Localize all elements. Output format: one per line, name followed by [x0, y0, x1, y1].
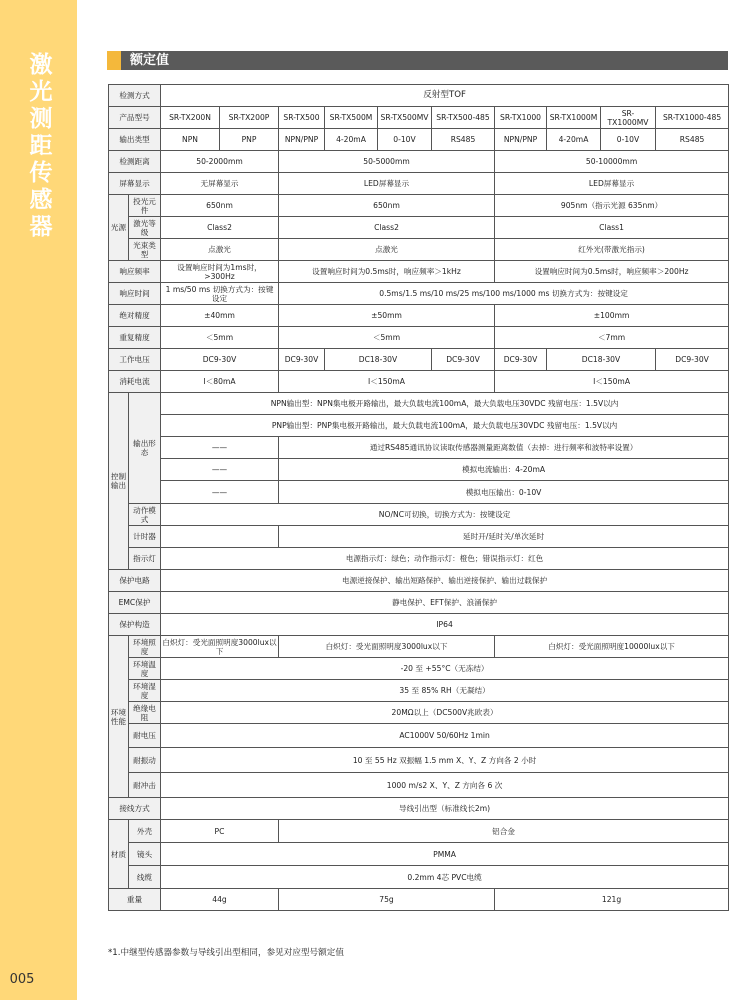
beam-cell: 点激光 — [161, 239, 279, 261]
group-label-environment: 环境性能 — [109, 636, 129, 798]
freq-cell: 设置响应时间为0.5ms时，响应频率＞1kHz — [279, 261, 495, 283]
table-row — [109, 724, 729, 748]
model-cell: SR-TX1000MV — [601, 107, 656, 129]
table-row — [109, 261, 729, 283]
distance-cell: 50-10000mm — [495, 151, 729, 173]
connection-text: 导线引出型（标准线长2m) — [161, 798, 729, 820]
action-mode-text: NO/NC可切换，切换方式为：按键设定 — [161, 504, 729, 526]
output-cell: RS485 — [656, 129, 729, 151]
screen-cell: 无屏幕显示 — [161, 173, 279, 195]
abs-cell: ±100mm — [495, 305, 729, 327]
row-label-vibration: 耐振动 — [129, 748, 161, 773]
dash-cell: —— — [161, 437, 279, 459]
case-cell: 铝合金 — [279, 820, 729, 843]
distance-cell: 50-5000mm — [279, 151, 495, 173]
model-cell: SR-TX200P — [220, 107, 279, 129]
group-label-control-output: 控制输出 — [109, 393, 129, 570]
beam-cell: 红外光(带激光指示) — [495, 239, 729, 261]
freq-cell: 设置响应时间为1ms时，>300Hz — [161, 261, 279, 283]
table-row — [109, 349, 729, 371]
table-row — [109, 459, 729, 481]
table-row — [109, 283, 729, 305]
illuminance-cell: 白炽灯：受光面照明度10000lux以下 — [495, 636, 729, 658]
row-label-ip: 保护构造 — [109, 614, 161, 636]
table-row — [109, 866, 729, 889]
shock-text: 1000 m/s2 X、Y、Z 方向各 6 次 — [161, 773, 729, 798]
row-label-model: 产品型号 — [109, 107, 161, 129]
table-row — [109, 85, 729, 107]
voltage-cell: DC9-30V — [279, 349, 325, 371]
empty-cell — [161, 526, 279, 548]
table-row — [109, 592, 729, 614]
laser-cell: Class1 — [495, 217, 729, 239]
row-label-connection: 接线方式 — [109, 798, 161, 820]
vibration-text: 10 至 55 Hz 双振幅 1.5 mm X、Y、Z 方向各 2 小时 — [161, 748, 729, 773]
row-label-current: 消耗电流 — [109, 371, 161, 393]
row-label-protection: 保护电路 — [109, 570, 161, 592]
weight-cell: 121g — [495, 889, 729, 911]
protection-text: 电源逆接保护、输出短路保护、输出逆接保护、输出过载保护 — [161, 570, 729, 592]
section-title: 额定值 — [130, 53, 170, 68]
sidebar-title-char: 距 — [29, 133, 53, 159]
sidebar-title-char: 光 — [29, 79, 53, 105]
lens-text: PMMA — [161, 843, 729, 866]
model-cell: SR-TX500 — [279, 107, 325, 129]
rep-cell: ＜7mm — [495, 327, 729, 349]
emitter-cell: 650nm — [161, 195, 279, 217]
row-label-laser-class: 激光等级 — [129, 217, 161, 239]
row-label-method: 检测方式 — [109, 85, 161, 107]
row-label-output: 输出类型 — [109, 129, 161, 151]
npn-output-text: NPN输出型：NPN集电极开路输出，最大负载电流100mA，最大负载电压30VDC 残留电压：1.5V以内 — [161, 393, 729, 415]
screen-cell: LED屏幕显示 — [495, 173, 729, 195]
sidebar-title-char: 感 — [29, 187, 53, 213]
row-label-response: 响应时间 — [109, 283, 161, 305]
table-row — [109, 526, 729, 548]
table-row — [109, 151, 729, 173]
emitter-cell: 650nm — [279, 195, 495, 217]
row-label-abs-accuracy: 绝对精度 — [109, 305, 161, 327]
output-cell: 4-20mA — [325, 129, 378, 151]
row-label-case: 外壳 — [129, 820, 161, 843]
table-row — [109, 680, 729, 702]
table-row — [109, 702, 729, 724]
row-label-freq: 响应频率 — [109, 261, 161, 283]
voltage-cell: DC18-30V — [325, 349, 432, 371]
screen-cell: LED屏幕显示 — [279, 173, 495, 195]
table-row — [109, 415, 729, 437]
table-row — [109, 327, 729, 349]
current-cell: I＜150mA — [279, 371, 495, 393]
analog-voltage-text: 模拟电压输出：0-10V — [279, 481, 729, 504]
beam-cell: 点激光 — [279, 239, 495, 261]
voltage-cell: DC9-30V — [432, 349, 495, 371]
row-label-screen: 屏幕显示 — [109, 173, 161, 195]
sidebar-band — [0, 0, 77, 1000]
model-cell: SR-TX1000-485 — [656, 107, 729, 129]
group-label-light-source: 光源 — [109, 195, 129, 261]
current-cell: I＜150mA — [495, 371, 729, 393]
row-label-illuminance: 环境照度 — [129, 636, 161, 658]
output-cell: NPN — [161, 129, 220, 151]
dash-cell: —— — [161, 481, 279, 504]
spec-table — [108, 84, 729, 911]
model-cell: SR-TX500-485 — [432, 107, 495, 129]
rep-cell: ＜5mm — [161, 327, 279, 349]
ip-text: IP64 — [161, 614, 729, 636]
table-row — [109, 773, 729, 798]
row-label-lens: 镜头 — [129, 843, 161, 866]
indicator-text: 电源指示灯：绿色；动作指示灯：橙色；错误指示灯：红色 — [161, 548, 729, 570]
timer-text: 延时开/延时关/单次延时 — [279, 526, 729, 548]
row-label-withstand-voltage: 耐电压 — [129, 724, 161, 748]
model-cell: SR-TX1000 — [495, 107, 547, 129]
row-label-repeat-accuracy: 重复精度 — [109, 327, 161, 349]
table-row — [109, 889, 729, 911]
row-label-humidity: 环境湿度 — [129, 680, 161, 702]
section-header-accent — [107, 51, 121, 70]
group-label-material: 材质 — [109, 820, 129, 889]
row-label-voltage: 工作电压 — [109, 349, 161, 371]
row-label-emc: EMC保护 — [109, 592, 161, 614]
freq-cell: 设置响应时间为0.5ms时，响应频率＞200Hz — [495, 261, 729, 283]
response-cell: 0.5ms/1.5 ms/10 ms/25 ms/100 ms/1000 ms 切换方式为：按键设定 — [279, 283, 729, 305]
table-row — [109, 658, 729, 680]
laser-cell: Class2 — [279, 217, 495, 239]
voltage-cell: DC9-30V — [656, 349, 729, 371]
table-row — [109, 798, 729, 820]
row-label-timer: 计时器 — [129, 526, 161, 548]
voltage-cell: DC9-30V — [161, 349, 279, 371]
weight-cell: 75g — [279, 889, 495, 911]
distance-cell: 50-2000mm — [161, 151, 279, 173]
withstand-voltage-text: AC1000V 50/60Hz 1min — [161, 724, 729, 748]
sidebar-title-char: 测 — [29, 106, 53, 132]
table-row — [109, 371, 729, 393]
row-label-shock: 耐冲击 — [129, 773, 161, 798]
sidebar-title-char: 器 — [29, 214, 53, 240]
row-label-temperature: 环境温度 — [129, 658, 161, 680]
table-row — [109, 195, 729, 217]
footnote: *1.中继型传感器参数与导线引出型相同，参见对应型号额定值 — [108, 948, 344, 958]
row-label-output-form: 输出形态 — [129, 393, 161, 504]
illuminance-cell: 白炽灯：受光面照明度3000lux以下 — [162, 637, 277, 656]
table-row — [109, 393, 729, 415]
table-row — [109, 843, 729, 866]
rep-cell: ＜5mm — [279, 327, 495, 349]
sidebar-title — [24, 52, 58, 241]
page-number: 005 — [9, 972, 35, 987]
output-cell: 0-10V — [601, 129, 656, 151]
output-cell: 4-20mA — [547, 129, 601, 151]
humidity-text: 35 至 85% RH（无凝结） — [161, 680, 729, 702]
dash-cell: —— — [161, 459, 279, 481]
table-row — [109, 481, 729, 504]
table-row — [109, 820, 729, 843]
current-cell: I＜80mA — [161, 371, 279, 393]
table-row — [109, 239, 729, 261]
abs-cell: ±50mm — [279, 305, 495, 327]
row-label-emitter: 投光元件 — [129, 195, 161, 217]
table-row — [109, 129, 729, 151]
method-value: 反射型TOF — [161, 85, 729, 107]
illuminance-cell: 白炽灯：受光面照明度3000lux以下 — [279, 636, 495, 658]
table-row — [109, 548, 729, 570]
model-cell: SR-TX500M — [325, 107, 378, 129]
voltage-cell: DC18-30V — [547, 349, 656, 371]
table-row — [109, 748, 729, 773]
analog-current-text: 模拟电流输出：4-20mA — [279, 459, 729, 481]
section-header-band — [107, 51, 728, 70]
abs-cell: ±40mm — [161, 305, 279, 327]
voltage-cell: DC9-30V — [495, 349, 547, 371]
table-row — [109, 173, 729, 195]
table-row — [109, 305, 729, 327]
row-label-cable: 线缆 — [129, 866, 161, 889]
sidebar-title-char: 传 — [29, 160, 53, 186]
emitter-cell: 905nm（指示光源 635nm） — [495, 195, 729, 217]
emc-text: 静电保护、EFT保护、浪涌保护 — [161, 592, 729, 614]
row-label-distance: 检测距离 — [109, 151, 161, 173]
response-cell: 1 ms/50 ms 切换方式为：按键设定 — [161, 283, 279, 305]
output-cell: NPN/PNP — [279, 129, 325, 151]
output-cell: 0-10V — [378, 129, 432, 151]
laser-cell: Class2 — [161, 217, 279, 239]
row-label-weight: 重量 — [109, 889, 161, 911]
table-row — [109, 504, 729, 526]
table-row — [109, 437, 729, 459]
sidebar-title-char: 激 — [29, 52, 53, 78]
cable-text: 0.2mm 4芯 PVC电缆 — [161, 866, 729, 889]
output-cell: PNP — [220, 129, 279, 151]
model-cell: SR-TX500MV — [378, 107, 432, 129]
table-row — [109, 217, 729, 239]
table-row — [109, 636, 729, 658]
case-cell: PC — [161, 820, 279, 843]
temperature-text: -20 至 +55°C（无冻结） — [161, 658, 729, 680]
output-cell: NPN/PNP — [495, 129, 547, 151]
rs485-output-text: 通过RS485通讯协议读取传感器测量距离数值（去掉：进行频率和波特率设置） — [279, 437, 729, 459]
row-label-action-mode: 动作模式 — [129, 504, 161, 526]
model-cell: SR-TX200N — [161, 107, 220, 129]
row-label-beam-type: 光束类型 — [129, 239, 161, 261]
table-row — [109, 570, 729, 592]
model-cell: SR-TX1000M — [547, 107, 601, 129]
row-label-insulation: 绝缘电阻 — [129, 702, 161, 724]
table-row — [109, 107, 729, 129]
pnp-output-text: PNP输出型：PNP集电极开路输出，最大负载电流100mA，最大负载电压30VDC 残留电压：1.5V以内 — [161, 415, 729, 437]
insulation-text: 20MΩ以上（DC500V兆欧表） — [161, 702, 729, 724]
weight-cell: 44g — [161, 889, 279, 911]
output-cell: RS485 — [432, 129, 495, 151]
row-label-indicator: 指示灯 — [129, 548, 161, 570]
table-row — [109, 614, 729, 636]
